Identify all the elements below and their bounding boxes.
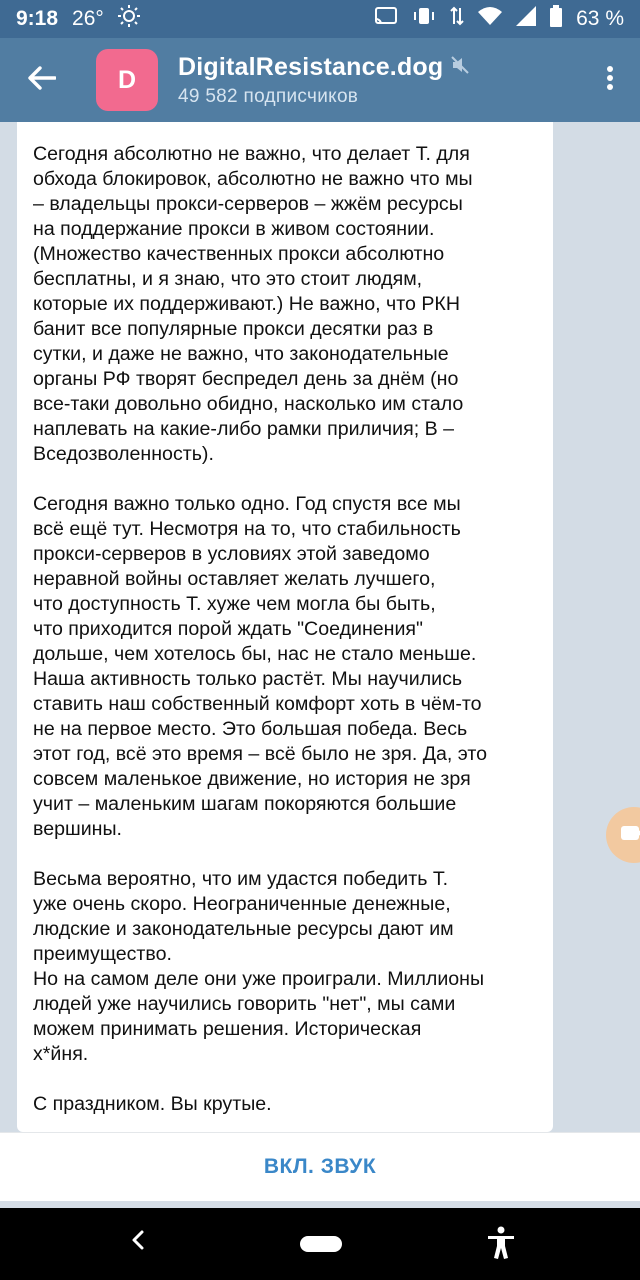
battery-percent: 63 % xyxy=(576,7,624,30)
sun-icon xyxy=(118,5,140,33)
signal-icon xyxy=(516,6,536,32)
video-chat-button[interactable] xyxy=(606,807,640,863)
wifi-icon xyxy=(478,6,502,32)
unmute-bar xyxy=(0,1132,640,1201)
channel-header xyxy=(0,38,640,122)
unmute-button[interactable]: ВКЛ. ЗВУК xyxy=(263,1155,377,1178)
video-camera-icon xyxy=(619,822,640,849)
message-paragraph: Сегодня абсолютно не важно, что делает Т. для обхода блокировок, абсолютно не важно что мы – владельцы прокси-серверов – жжём ресурсы на поддержание прокси в живом состоянии. (Множество качественных прокси абсолютно бесплатны, и я знаю, что это стоит людям, которые их поддерживают.) Не важно, что РКН банит все популярные прокси десятки раз в сутки, и даже не важно, что законодательные органы РФ творят беспредел день за днём (но все-таки довольно обидно, насколько им стало наплевать на какие-либо рамки приличия; В – Вседозволенность). xyxy=(33,143,473,465)
status-bar xyxy=(0,0,640,38)
cast-icon xyxy=(374,6,398,32)
message-paragraph: Сегодня важно только одно. Год спустя все мы всё ещё тут. Несмотря на то, что стабильность прокси-серверов в условиях этой заведомо неравной войны оставляет желать лучшего, что доступность Т. хуже чем могла бы быть, что приходится порой ждать "Соединения" дольше, чем хотелось бы, нас не стало меньше. Наша активность только растёт. Мы научились ставить наш собственный комфорт хоть в чём-то не на первое место. Это большая победа. Весь этот год, всё это время – всё было не зря. Да, это совсем маленькое движение, но история не зря учит – маленьким шагам покоряются большие вершины. xyxy=(33,493,487,840)
vibrate-icon xyxy=(412,6,436,32)
accessibility-icon[interactable] xyxy=(486,1226,516,1265)
more-vertical-icon xyxy=(606,65,614,96)
battery-icon xyxy=(550,5,562,33)
chat-area[interactable] xyxy=(0,122,640,1132)
channel-info[interactable] xyxy=(178,53,469,108)
temperature: 26° xyxy=(72,7,104,30)
channel-avatar[interactable]: D xyxy=(96,49,158,111)
more-options-button[interactable] xyxy=(580,38,640,122)
back-arrow-icon xyxy=(28,66,56,95)
system-nav-bar xyxy=(0,1208,640,1280)
subscriber-count: 49 582 подписчиков xyxy=(178,85,359,107)
muted-icon xyxy=(451,56,469,79)
back-button[interactable] xyxy=(0,38,84,122)
data-arrows-icon xyxy=(450,6,464,32)
home-pill-icon[interactable] xyxy=(300,1236,342,1252)
channel-name: DigitalResistance.dog xyxy=(178,52,444,81)
message-paragraph: С праздником. Вы крутые. xyxy=(33,1093,272,1115)
nav-back-icon[interactable] xyxy=(128,1228,148,1257)
message-bubble[interactable] xyxy=(17,122,553,1132)
message-paragraph: Весьма вероятно, что им удастся победить Т. уже очень скоро. Неограниченные денежные, людские и законодательные ресурсы дают им преимущество. Но на самом деле они уже проиграли. Миллионы людей уже научились говорить "нет", мы сами можем принимать решения. Историческая х*йня. xyxy=(33,868,485,1065)
clock: 9:18 xyxy=(16,7,59,30)
